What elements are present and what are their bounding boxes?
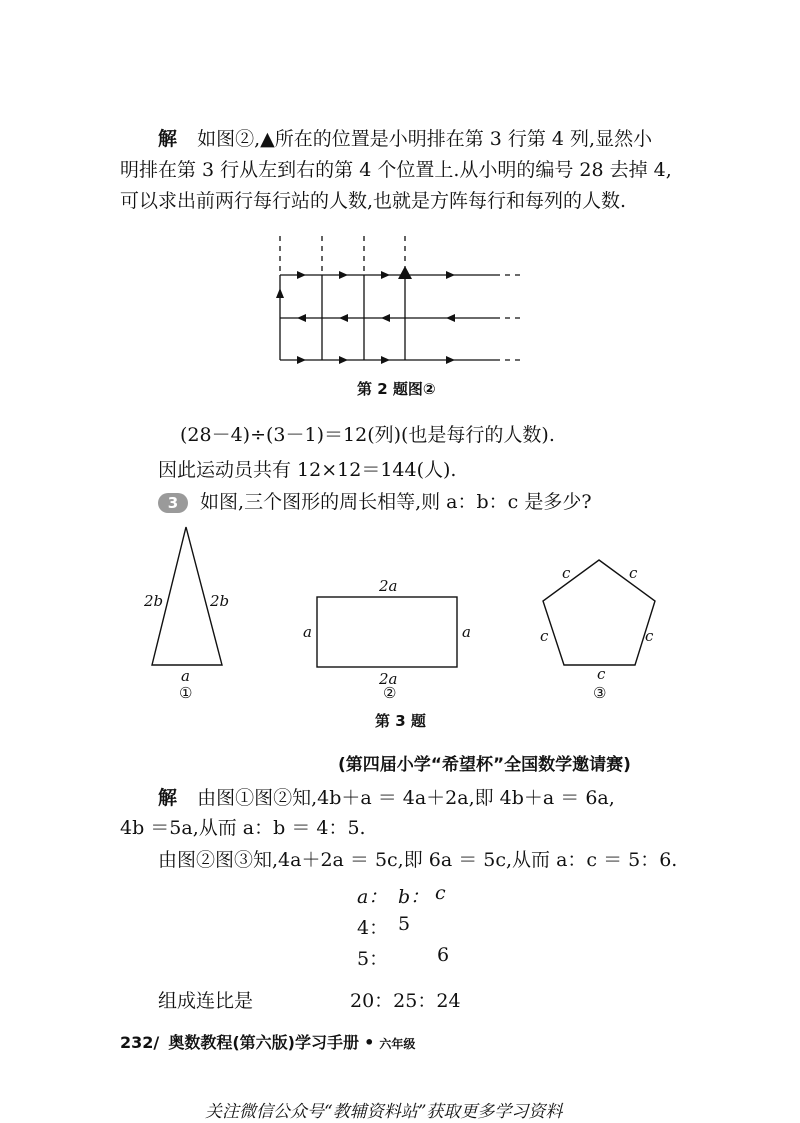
arrow-right-icon (297, 271, 306, 279)
rectangle-left-label: a (303, 623, 312, 641)
page-number: 232 (120, 1033, 154, 1052)
arrow-right-icon (339, 356, 348, 364)
isosceles-triangle (152, 527, 222, 665)
arrow-up-icon (276, 288, 284, 298)
ratio-header-a: a： (357, 886, 388, 908)
xiaoming-triangle-icon (398, 266, 412, 279)
combined-ratio-value: 20：25：24 (350, 990, 461, 1012)
arrow-left-icon (446, 314, 455, 322)
triangle-marker: ① (179, 684, 193, 702)
page-footer: 232/ 奥数教程(第六版)学习手册 • 六年级 (120, 1033, 416, 1052)
triangle-base-label: a (181, 667, 190, 685)
solution-q3-line3: 由图②图③知,4a＋2a ＝ 5c,即 6a ＝ 5c,从而 a：c ＝ 5：6. (158, 849, 678, 871)
question-number-badge: 3 (158, 493, 188, 513)
solution-label: 解 (158, 128, 178, 150)
footer-bullet: • (364, 1033, 375, 1052)
figure-q2-caption: 第 2 题图② (357, 380, 436, 398)
triangle-left-label: 2b (144, 592, 164, 610)
ratio-header-c: c (435, 882, 446, 904)
arrow-right-icon (446, 356, 455, 364)
calc-q2-line2: 因此运动员共有 12×12＝144(人). (158, 459, 457, 481)
rectangle-top-label: 2a (379, 577, 398, 595)
pentagon-marker: ③ (593, 684, 607, 702)
ratio-row1-a: 4： (357, 917, 389, 939)
ratio-row2-c: 6 (437, 944, 450, 966)
arrow-left-icon (339, 314, 348, 322)
combined-ratio-label: 组成连比是 (158, 990, 254, 1012)
arrow-left-icon (297, 314, 306, 322)
rectangle-marker: ② (383, 684, 397, 702)
solution-q2-line1: 解 如图②,▲所在的位置是小明排在第 3 行第 4 列,显然小 (158, 128, 653, 150)
arrow-left-icon (381, 314, 390, 322)
triangle-right-label: 2b (210, 592, 230, 610)
ratio-row1-b: 5 (398, 913, 411, 935)
rectangle-bottom-label: 2a (379, 670, 398, 688)
calc-q2-line1: (28－4)÷(3－1)＝12(列)(也是每行的人数). (180, 424, 555, 446)
solution-q3-line1: 解 由图①图②知,4b＋a ＝ 4a＋2a,即 4b＋a ＝ 6a, (158, 787, 615, 809)
rectangle-shape (317, 597, 457, 667)
ratio-row2-a: 5： (357, 948, 389, 970)
pentagon-side-label: c (645, 627, 654, 645)
figure-q3-caption: 第 3 题 (375, 712, 426, 730)
arrow-right-icon (381, 356, 390, 364)
footer-grade: 六年级 (379, 1037, 416, 1051)
pentagon-side-label: c (562, 564, 571, 582)
book-title: 奥数教程(第六版)学习手册 (168, 1033, 359, 1052)
solution-q2-line2: 明排在第 3 行从左到右的第 4 个位置上.从小明的编号 28 去掉 4, (120, 159, 672, 181)
arrow-right-icon (381, 271, 390, 279)
pentagon-side-label: c (540, 627, 549, 645)
arrow-right-icon (339, 271, 348, 279)
question-source: (第四届小学“希望杯”全国数学邀请赛) (338, 755, 631, 775)
solution-label: 解 (158, 787, 178, 809)
solution-q3-line2: 4b ＝5a,从而 a：b ＝ 4：5. (120, 817, 366, 839)
solution-q2-line3: 可以求出前两行每行站的人数,也就是方阵每行和每列的人数. (120, 190, 627, 212)
arrow-right-icon (446, 271, 455, 279)
pentagon-side-label: c (597, 665, 606, 683)
rectangle-right-label: a (462, 623, 471, 641)
ratio-header-b: b： (398, 886, 430, 908)
question-3: 3 如图,三个图形的周长相等,则 a：b：c 是多少? (158, 487, 592, 514)
pentagon-side-label: c (629, 564, 638, 582)
arrow-right-icon (297, 356, 306, 364)
regular-pentagon (543, 560, 655, 665)
watermark-text: 关注微信公众号“教辅资料站”获取更多学习资料 (205, 1102, 563, 1122)
